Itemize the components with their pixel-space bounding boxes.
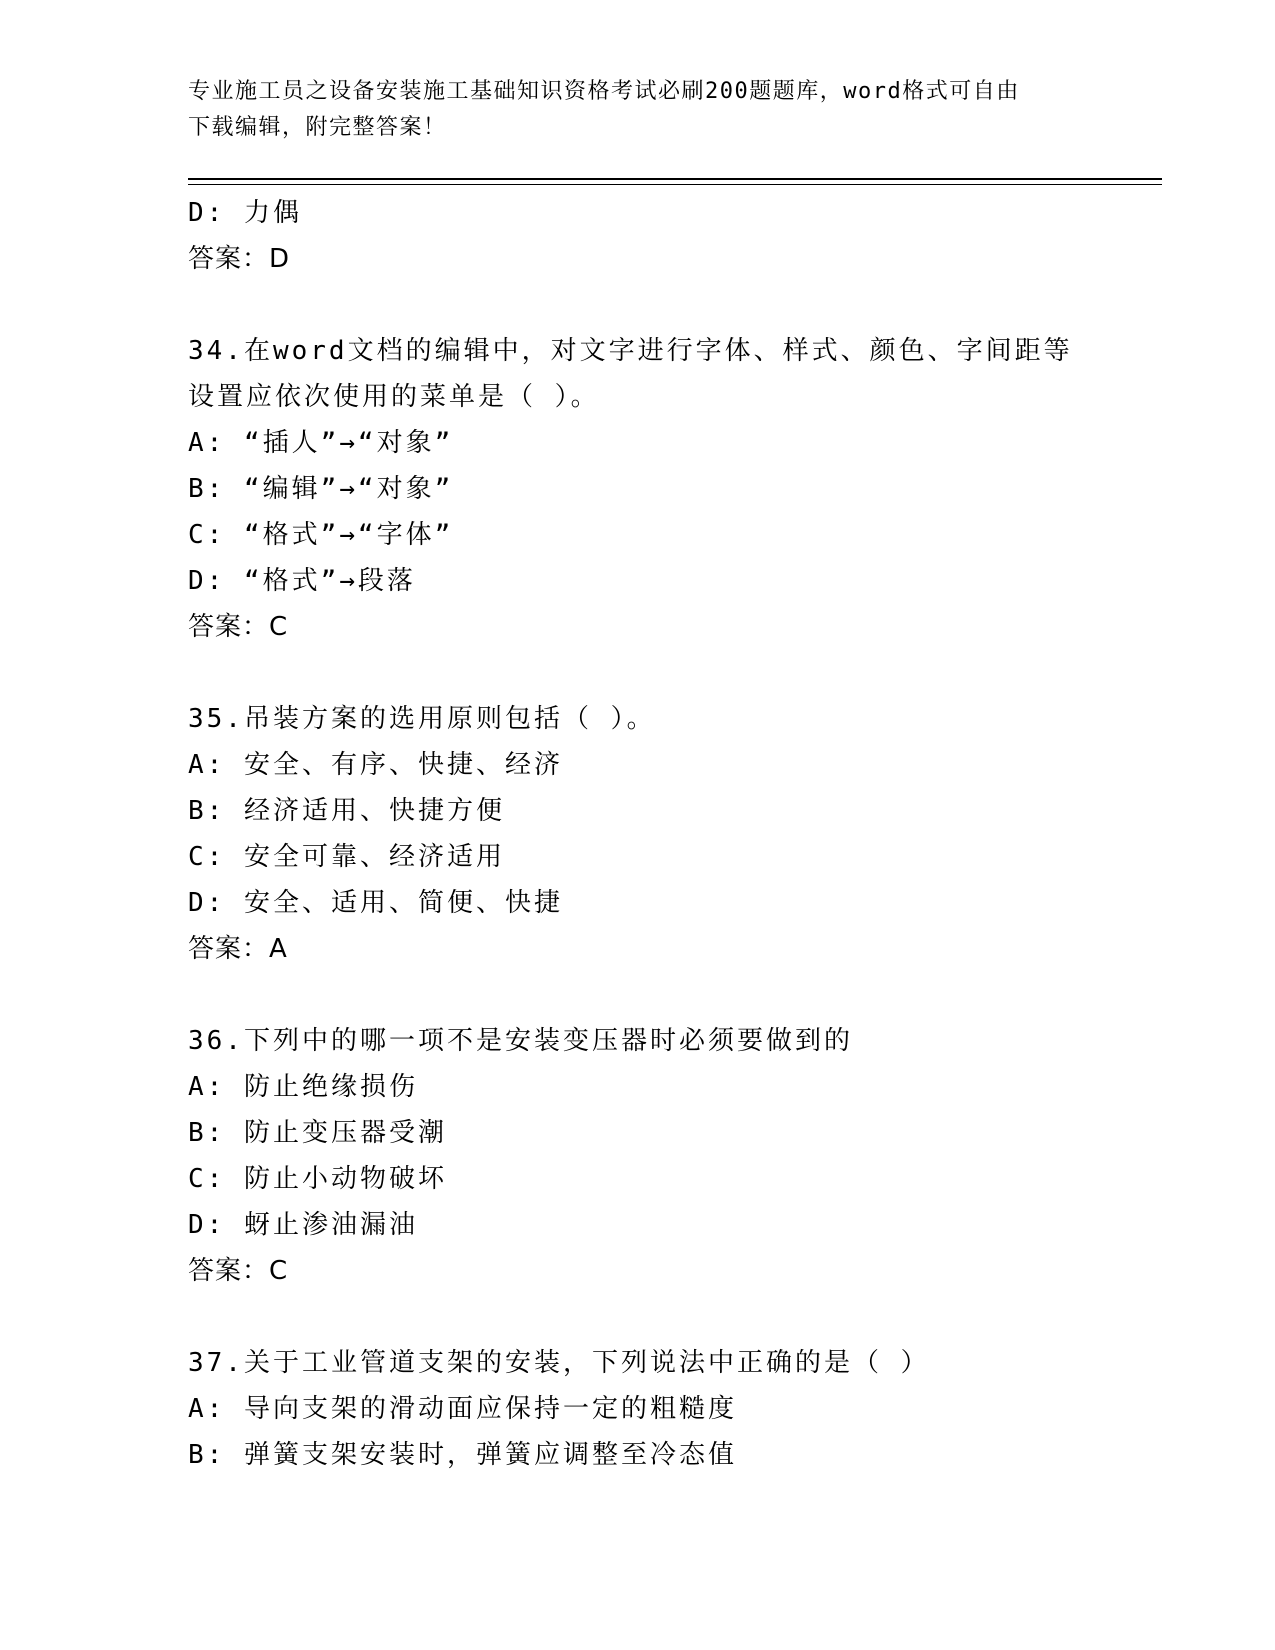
option-b: B: 防止变压器受潮 — [188, 1118, 447, 1148]
answer-line: 答案：C — [188, 612, 289, 642]
question-text: 35.吊装方案的选用原则包括（ ）。 — [188, 704, 656, 734]
question-text: 34.在word文档的编辑中，对文字进行字体、样式、颜色、字间距等 — [188, 336, 1073, 366]
option-d: D: 力偶 — [188, 198, 302, 228]
question-block — [188, 696, 1168, 972]
option-a: A: 安全、有序、快捷、经济 — [188, 750, 563, 780]
question-text: 36.下列中的哪一项不是安装变压器时必须要做到的 — [188, 1026, 853, 1056]
option-c: C: 安全可靠、经济适用 — [188, 842, 505, 872]
question-text: 37.关于工业管道支架的安装，下列说法中正确的是（ ） — [188, 1348, 930, 1378]
option-c: C: 防止小动物破坏 — [188, 1164, 447, 1194]
option-c: C: “格式”→“字体” — [188, 520, 454, 550]
option-d: D: 安全、适用、简便、快捷 — [188, 888, 563, 918]
question-block — [188, 1018, 1168, 1294]
option-b: B: 经济适用、快捷方便 — [188, 796, 505, 826]
option-d: D: 蚜止渗油漏油 — [188, 1210, 418, 1240]
option-a: A: 导向支架的滑动面应保持一定的粗糙度 — [188, 1394, 737, 1424]
header-line-1: 专业施工员之设备安装施工基础知识资格考试必刷200题题库，word格式可自由 — [188, 79, 1020, 104]
question-block — [188, 1340, 1168, 1478]
option-b: B: “编辑”→“对象” — [188, 474, 454, 504]
option-a: A: 防止绝缘损伤 — [188, 1072, 418, 1102]
question-list — [188, 190, 1168, 1478]
header-rule-thick — [188, 178, 1162, 180]
option-b: B: 弹簧支架安装时，弹簧应调整至冷态值 — [188, 1440, 737, 1470]
header-line-2: 下载编辑，附完整答案！ — [188, 115, 447, 140]
document-header — [188, 74, 1088, 146]
option-a: A: “插人”→“对象” — [188, 428, 454, 458]
question-text-continued: 设置应依次使用的菜单是（ ）。 — [188, 382, 600, 412]
answer-line: 答案：A — [188, 934, 288, 964]
question-block — [188, 328, 1168, 650]
header-rule-thin — [188, 184, 1162, 185]
question-block — [188, 190, 1168, 282]
option-d: D: “格式”→段落 — [188, 566, 416, 596]
answer-line: 答案：D — [188, 244, 291, 274]
answer-line: 答案：C — [188, 1256, 289, 1286]
